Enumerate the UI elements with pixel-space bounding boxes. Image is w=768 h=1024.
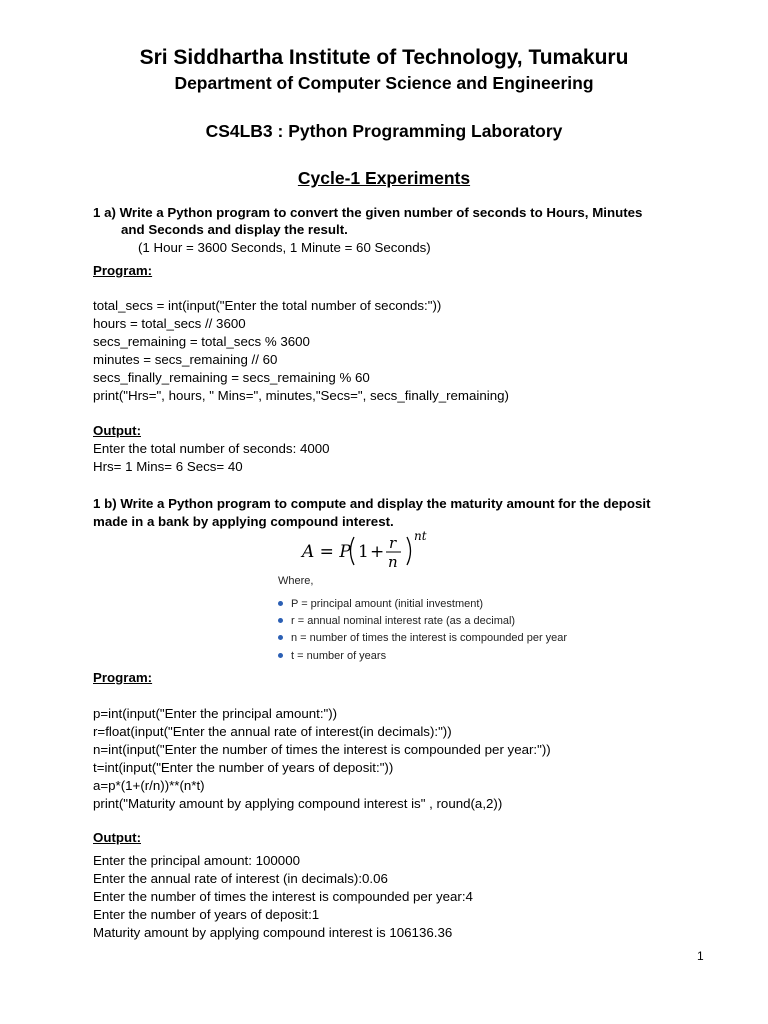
code-line: secs_finally_remaining = secs_remaining % 60	[93, 370, 370, 385]
code-line: n=int(input("Enter the number of times the interest is compounded per year:"))	[93, 742, 551, 757]
formula-one: 1	[358, 542, 369, 562]
q1a-title-line2: and Seconds and display the result.	[121, 222, 348, 237]
output-line: Maturity amount by applying compound interest is 106136.36	[93, 925, 453, 940]
output-line: Enter the total number of seconds: 4000	[93, 441, 330, 456]
bullet-icon	[278, 653, 283, 658]
code-line: print("Maturity amount by applying compound interest is" , round(a,2))	[93, 796, 503, 811]
course-title: CS4LB3 : Python Programming Laboratory	[205, 121, 563, 141]
legend-item: r = annual nominal interest rate (as a decimal)	[278, 615, 515, 627]
department-title: Department of Computer Science and Engineering	[174, 73, 594, 93]
q1b-program-label: Program:	[93, 670, 153, 685]
code-line: t=int(input("Enter the number of years of deposit:"))	[93, 760, 394, 775]
formula-denominator: n	[388, 553, 398, 571]
formula-right-paren	[407, 537, 411, 565]
legend-item: n = number of times the interest is compounded per year	[278, 632, 567, 644]
output-line: Enter the annual rate of interest (in decimals):0.06	[93, 871, 388, 886]
compound-interest-formula	[296, 528, 446, 574]
code-line: total_secs = int(input("Enter the total number of seconds:"))	[93, 298, 442, 313]
q1a-note: (1 Hour = 3600 Seconds, 1 Minute = 60 Seconds)	[138, 240, 431, 255]
formula-plus: +	[370, 542, 385, 562]
bullet-icon	[278, 601, 283, 606]
output-line: Enter the number of times the interest is compounded per year:4	[93, 889, 473, 904]
q1b-title-line2: made in a bank by applying compound interest.	[93, 514, 394, 529]
code-line: r=float(input("Enter the annual rate of interest(in decimals):"))	[93, 724, 452, 739]
q1a-program-label: Program:	[93, 263, 153, 278]
q1a-output-label: Output:	[93, 423, 141, 438]
formula-exponent: nt	[414, 529, 427, 543]
code-line: a=p*(1+(r/n))**(n*t)	[93, 778, 205, 793]
output-line: Enter the number of years of deposit:1	[93, 907, 320, 922]
q1a-title-line1: 1 a) Write a Python program to convert the given number of seconds to Hours, Minutes	[93, 205, 643, 220]
code-line: p=int(input("Enter the principal amount:"))	[93, 706, 338, 721]
bullet-icon	[278, 635, 283, 640]
page-number: 1	[697, 949, 704, 963]
output-line: Hrs= 1 Mins= 6 Secs= 40	[93, 459, 243, 474]
output-line: Enter the principal amount: 100000	[93, 853, 300, 868]
formula-numerator: r	[389, 534, 397, 552]
formula-lhs: A = P	[302, 542, 351, 562]
bullet-icon	[278, 618, 283, 623]
cycle-title: Cycle-1 Experiments	[297, 168, 471, 188]
formula-left-paren	[351, 537, 355, 565]
code-line: minutes = secs_remaining // 60	[93, 352, 278, 367]
q1b-output-label: Output:	[93, 830, 141, 845]
legend-item: P = principal amount (initial investment)	[278, 598, 483, 610]
legend-title: Where,	[278, 575, 314, 587]
legend-item: t = number of years	[278, 650, 386, 662]
institute-title: Sri Siddhartha Institute of Technology, Tumakuru	[139, 46, 629, 69]
code-line: secs_remaining = total_secs % 3600	[93, 334, 310, 349]
code-line: hours = total_secs // 3600	[93, 316, 246, 331]
code-line: print("Hrs=", hours, " Mins=", minutes,"Secs=", secs_finally_remaining)	[93, 388, 509, 403]
q1b-title-line1: 1 b) Write a Python program to compute and display the maturity amount for the deposit	[93, 496, 651, 511]
